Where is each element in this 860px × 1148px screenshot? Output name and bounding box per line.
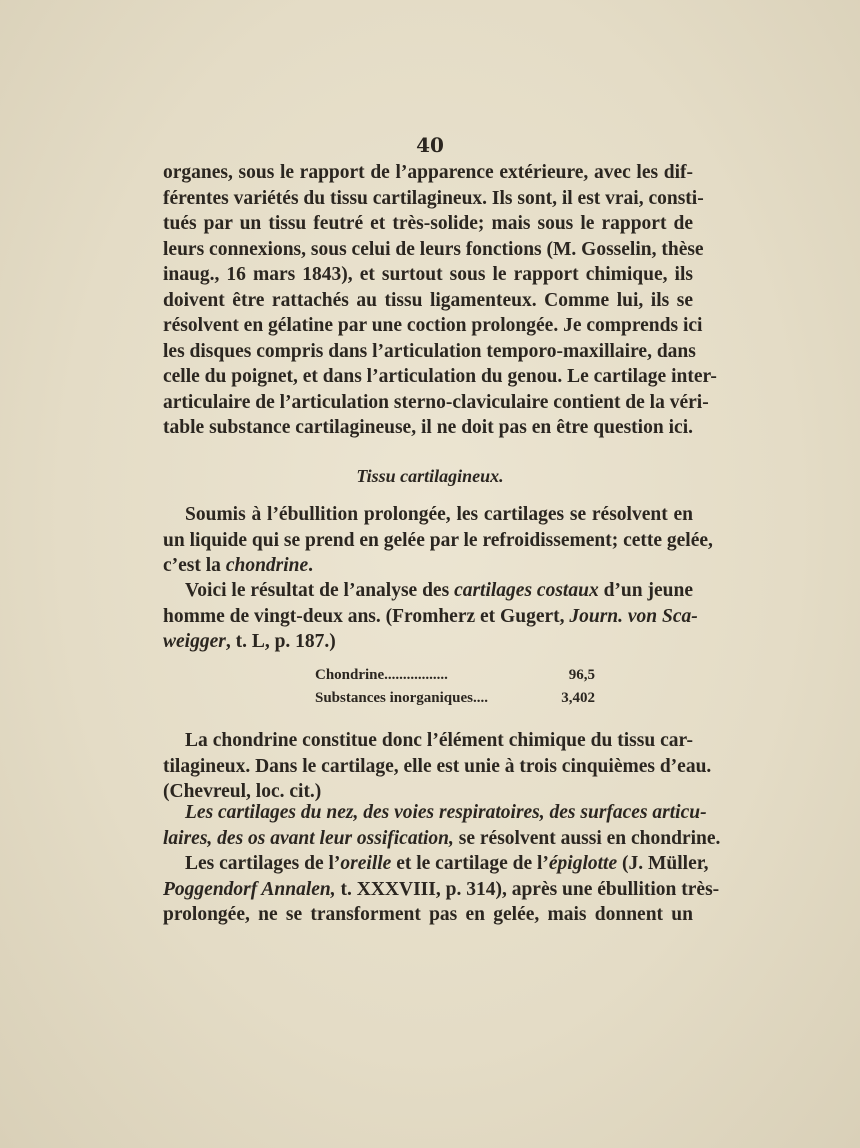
text-run: Voici le résultat de l’analyse des	[185, 580, 455, 601]
italic-term: Journ. von Sca-	[569, 605, 698, 627]
text-line	[163, 826, 721, 852]
text-line	[163, 851, 709, 877]
italic-term: chondrine	[225, 555, 309, 576]
text-run: , t. L, p. 187.)	[225, 631, 336, 652]
text-line: Soumis à l’ébullition prolongée, les cartilages se résolvent en	[185, 504, 693, 525]
text-line: (Chevreul, loc. cit.)	[163, 781, 322, 802]
paragraph-2	[163, 502, 713, 579]
text-line: organes, sous le rapport de l’apparence extérieure, avec les dif-	[163, 162, 693, 183]
text-line: inaug., 16 mars 1843), et surtout sous le rapport chimique, ils	[163, 264, 693, 285]
page-number: 40	[416, 133, 444, 157]
text-line: La chondrine constitue donc l’élément chimique du tissu car-	[185, 730, 693, 751]
table-row	[315, 687, 595, 710]
italic-term: laires, des os avant leur ossification,	[163, 827, 454, 849]
italic-term: Poggendorf Annalen,	[163, 878, 336, 900]
text-line: celle du poignet, et dans l’articulation du genou. Le cartilage inter-	[163, 366, 717, 387]
text-line	[163, 800, 707, 826]
text-line: table substance cartilagineuse, il ne doit pas en être question ici.	[163, 417, 693, 438]
table-cell-name: Chondrine.................	[315, 667, 448, 683]
text-run: et le cartilage de l’	[391, 853, 549, 874]
text-run: .	[308, 555, 314, 576]
text-line: prolongée, ne se transforment pas en gelée, mais donnent un	[163, 904, 693, 925]
text-run: se résolvent aussi en chondrine.	[453, 827, 721, 849]
text-line: leurs connexions, sous celui de leurs fonctions (M. Gosselin, thèse	[163, 238, 704, 260]
text-line: les disques compris dans l’articulation temporo-maxillaire, dans	[163, 340, 696, 362]
italic-term: cartilages costaux	[454, 580, 599, 601]
text-line	[163, 877, 720, 903]
text-line: un liquide qui se prend en gelée par le refroidissement; cette gelée,	[163, 529, 713, 551]
paragraph-1	[163, 160, 717, 441]
text-run: t. XXXVIII, p. 314), après une ébullition très-	[335, 878, 720, 900]
section-title: Tissu cartilagineux.	[356, 466, 504, 486]
italic-term: oreille	[340, 853, 392, 874]
text-line	[163, 629, 693, 655]
table-cell-value: 3,402	[561, 690, 595, 706]
text-line: férentes variétés du tissu cartilagineux. Ils sont, il est vrai, consti-	[163, 187, 704, 209]
paragraph-5	[163, 800, 721, 851]
text-run: c’est la	[163, 555, 226, 576]
text-line	[163, 604, 698, 630]
text-line: doivent être rattachés au tissu ligamenteux. Comme lui, ils se	[163, 289, 693, 311]
paragraph-6	[163, 851, 720, 928]
text-run: Les cartilages de l’	[185, 853, 341, 874]
text-line: articulaire de l’articulation sterno-claviculaire contient de la véri-	[163, 391, 709, 413]
text-line: tilagineux. Dans le cartilage, elle est unie à trois cinquièmes d’eau.	[163, 755, 712, 777]
italic-term: épiglotte	[548, 853, 618, 874]
paragraph-4	[163, 728, 712, 805]
text-line	[163, 578, 693, 604]
italic-term: weigger	[163, 631, 226, 652]
text-line	[163, 553, 693, 579]
paragraph-3	[163, 578, 698, 655]
text-run: (J. Müller,	[617, 853, 709, 874]
text-line: résolvent en gélatine par une coction prolongée. Je comprends ici	[163, 315, 703, 336]
table-cell-value: 96,5	[568, 667, 595, 683]
text-run: homme de vingt-deux ans. (Fromherz et Gugert,	[163, 605, 570, 627]
text-run: d’un jeune	[598, 580, 693, 601]
table-cell-name: Substances inorganiques....	[315, 690, 488, 706]
table-row	[315, 664, 595, 687]
text-line: tués par un tissu feutré et très-solide; mais sous le rapport de	[163, 213, 693, 234]
analysis-table	[315, 664, 595, 710]
italic-term: Les cartilages du nez, des voies respiratoires, des surfaces articu-	[185, 802, 707, 823]
